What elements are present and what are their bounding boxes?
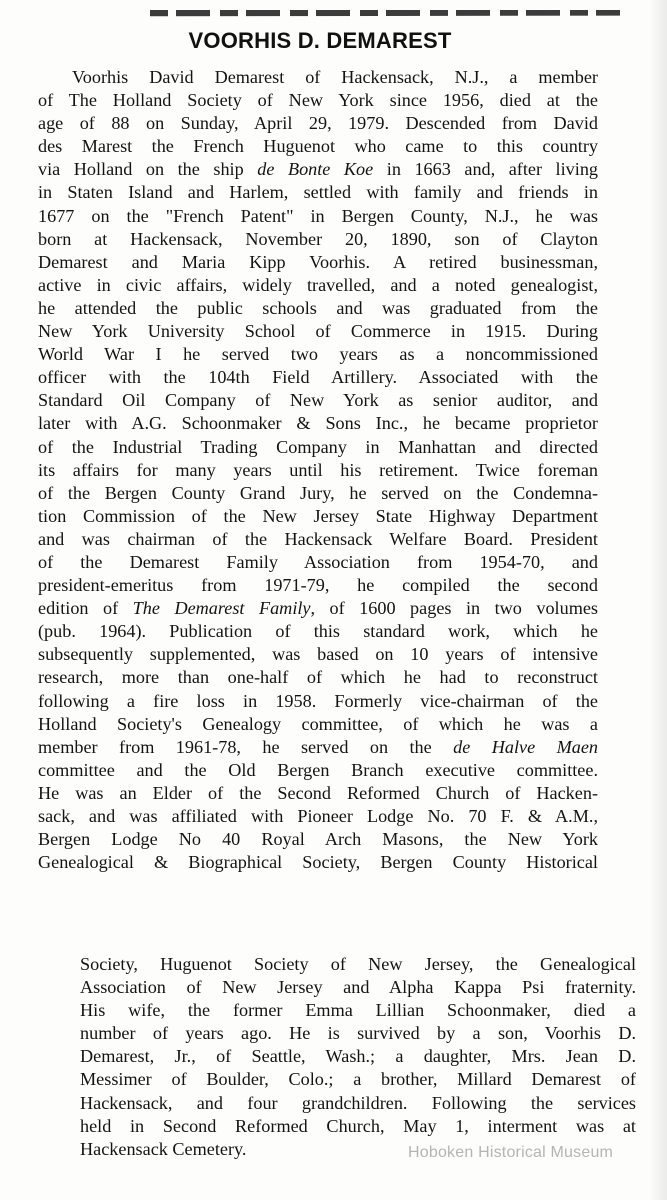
text-line: he attended the public schools and was graduated from the	[38, 297, 598, 318]
text-fragment: , of 1600 pages in two volumes	[310, 598, 599, 619]
text-line: Voorhis David Demarest of Hackensack, N.J., a member	[72, 67, 598, 87]
text-line: Holland Society's Genealogy committee, of which he was a	[38, 713, 598, 734]
text-line: des Marest the French Huguenot who came to this country	[38, 136, 598, 157]
text-line: New York University School of Commerce in 1915. During	[38, 321, 598, 342]
text-line: tion Commission of the New Jersey State Highway Department	[38, 505, 598, 526]
page-edge-shadow	[649, 0, 667, 1200]
text-fragment: edition of	[38, 598, 119, 619]
text-line: Demarest, Jr., of Seattle, Wash.; a daughter, Mrs. Jean D.	[80, 1046, 636, 1067]
text-line: Association of New Jersey and Alpha Kappa Psi fraternity.	[80, 977, 636, 998]
text-line: 1677 on the "French Patent" in Bergen County, N.J., he was	[38, 205, 598, 226]
text-line: age of 88 on Sunday, April 29, 1979. Descended from David	[38, 113, 598, 134]
text-fragment: in 1663 and, after living	[386, 159, 599, 180]
text-line	[38, 158, 598, 181]
text-line: its affairs for many years until his retirement. Twice foreman	[38, 459, 598, 480]
text-line	[38, 597, 598, 620]
text-line: of The Holland Society of New York since 1956, died at the	[38, 90, 598, 111]
obituary-column-2	[80, 953, 636, 1161]
text-line: and was chairman of the Hackensack Welfare Board. President	[38, 528, 598, 549]
text-line: held in Second Reformed Church, May 1, interment was at	[80, 1115, 636, 1136]
book-title: The Demarest Family	[132, 598, 311, 619]
text-line: Genealogical & Biographical Society, Bergen County Historical	[38, 852, 598, 873]
text-line: Messimer of Boulder, Colo.; a brother, Millard Demarest of	[80, 1069, 636, 1090]
ship-name: de Bonte Koe	[257, 159, 374, 180]
text-line: (pub. 1964). Publication of this standard work, which he	[38, 621, 598, 642]
text-line: committee and the Old Bergen Branch executive committee.	[38, 759, 598, 780]
text-line: Hackensack Cemetery.	[80, 1138, 247, 1159]
text-line: active in civic affairs, widely travelled, and a noted genealogist,	[38, 274, 598, 295]
text-fragment: via Holland on the ship	[38, 159, 244, 180]
text-line	[38, 736, 598, 759]
museum-watermark: Hoboken Historical Museum	[408, 1144, 614, 1161]
text-line: Bergen Lodge No 40 Royal Arch Masons, the New York	[38, 829, 598, 850]
obituary-column-1	[38, 66, 598, 874]
text-line: born at Hackensack, November 20, 1890, son of Clayton	[38, 228, 598, 249]
text-fragment: member from 1961-78, he served on the	[38, 736, 432, 757]
text-line: president-emeritus from 1971-79, he compiled the second	[38, 575, 598, 596]
text-line: research, more than one-half of which he had to reconstruct	[38, 667, 598, 688]
text-line: officer with the 104th Field Artillery. Associated with the	[38, 367, 598, 388]
text-line: subsequently supplemented, was based on 10 years of intensive	[38, 644, 598, 665]
text-line: number of years ago. He is survived by a son, Voorhis D.	[80, 1023, 636, 1044]
text-line: in Staten Island and Harlem, settled with family and friends in	[38, 182, 598, 203]
text-line: following a fire loss in 1958. Formerly vice-chairman of the	[38, 690, 598, 711]
text-line: Society, Huguenot Society of New Jersey, the Genealogical	[80, 954, 636, 974]
text-line: sack, and was affiliated with Pioneer Lodge No. 70 F. & A.M.,	[38, 806, 598, 826]
text-line: His wife, the former Emma Lillian Schoonmaker, died a	[80, 1000, 636, 1021]
text-line: Hackensack, and four grandchildren. Following the services	[80, 1092, 636, 1113]
text-line: Demarest and Maria Kipp Voorhis. A retired businessman,	[38, 251, 598, 272]
text-line: World War I he served two years as a noncommissioned	[38, 344, 598, 365]
publication-name: de Halve Maen	[453, 736, 598, 757]
text-line: of the Industrial Trading Company in Manhattan and directed	[38, 436, 598, 457]
text-line: Standard Oil Company of New York as senior auditor, and	[38, 390, 598, 411]
obituary-title: VOORHIS D. DEMAREST	[188, 28, 452, 53]
torn-top-edge	[150, 10, 620, 24]
text-line: of the Bergen County Grand Jury, he served on the Condemna-	[38, 482, 598, 503]
text-line: of the Demarest Family Association from 1954-70, and	[38, 551, 598, 572]
text-line: He was an Elder of the Second Reformed Church of Hacken-	[38, 782, 598, 803]
text-line: later with A.G. Schoonmaker & Sons Inc., he became proprietor	[38, 413, 598, 434]
